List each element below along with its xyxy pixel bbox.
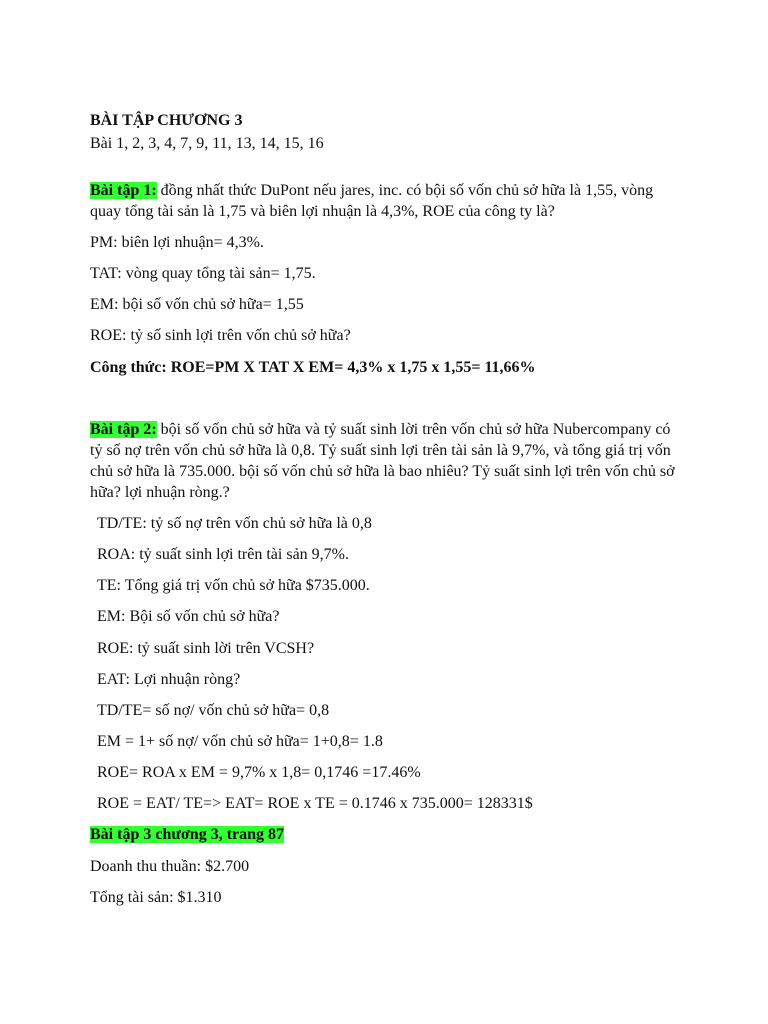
exercise-1-question xyxy=(90,180,680,222)
exercise-2-line: ROA: tỷ suất sinh lợi trên tài sản 9,7%. xyxy=(97,546,349,563)
exercise-2-line: ROE: tỷ suất sinh lời trên VCSH? xyxy=(97,640,315,657)
exercise-2-line: TD/TE: tỷ số nợ trên vốn chủ sở hữa là 0,8 xyxy=(97,515,372,532)
exercise-3-heading xyxy=(90,824,284,845)
document-title: BÀI TẬP CHƯƠNG 3 xyxy=(90,112,243,129)
exercise-2-line: TD/TE= số nợ/ vốn chủ sở hữa= 0,8 xyxy=(97,702,330,719)
exercise-1-line: ROE: tỷ số sinh lợi trên vốn chủ sở hữa? xyxy=(90,327,351,344)
exercise-1-label: Bài tập 1: xyxy=(90,182,157,199)
exercise-1-formula: Công thức: ROE=PM X TAT X EM= 4,3% x 1,75 x 1,55= 11,66% xyxy=(90,359,536,376)
exercise-2-line: EAT: Lợi nhuận ròng? xyxy=(97,671,241,688)
exercise-1-line: EM: bội số vốn chủ sở hữa= 1,55 xyxy=(90,296,304,313)
exercise-2-line: EM: Bội số vốn chủ sở hữa? xyxy=(97,608,280,625)
exercise-3-line: Doanh thu thuần: $2.700 xyxy=(90,858,250,875)
exercise-2-line: ROE= ROA x EM = 9,7% x 1,8= 0,1746 =17.46% xyxy=(97,764,421,781)
exercise-1-line: PM: biên lợi nhuận= 4,3%. xyxy=(90,234,264,251)
exercise-3-label: Bài tập 3 chương 3, trang 87 xyxy=(90,826,285,843)
exercise-3-line: Tổng tài sản: $1.310 xyxy=(90,889,222,906)
exercise-2-line: TE: Tổng giá trị vốn chủ sở hữa $735.000. xyxy=(97,577,370,594)
exercise-list: Bài 1, 2, 3, 4, 7, 9, 11, 13, 14, 15, 16 xyxy=(90,135,324,152)
exercise-1-text: đồng nhất thức DuPont nếu jares, inc. có bội số vốn chủ sở hữa là 1,55, vòng quay tổng tài sản là 1,75 và biên lợi nhuận là 4,3%, ROE của công ty là? xyxy=(90,182,654,220)
exercise-2-label: Bài tập 2: xyxy=(90,421,157,438)
exercise-1-line: TAT: vòng quay tổng tài sản= 1,75. xyxy=(90,265,316,282)
exercise-2-text: bội số vốn chủ sở hữa và tỷ suất sinh lời trên vốn chủ sở hữa Nubercompany có tỷ số nợ trên vốn chủ sở hữa là 0,8. Tỷ suất sinh lợi trên tài sản là 9,7%, và tổng giá trị vốn chủ sở hữa là 735.000. bội số vốn chủ sở hữa là bao nhiêu? Tỷ suất sinh lợi trên vốn chủ sở hữa? lợi nhuận ròng.? xyxy=(90,421,675,501)
exercise-2-line: EM = 1+ số nợ/ vốn chủ sở hữa= 1+0,8= 1.8 xyxy=(97,733,383,750)
exercise-2-question xyxy=(90,419,680,503)
exercise-2-line: ROE = EAT/ TE=> EAT= ROE x TE = 0.1746 x 735.000= 128331$ xyxy=(97,795,533,812)
